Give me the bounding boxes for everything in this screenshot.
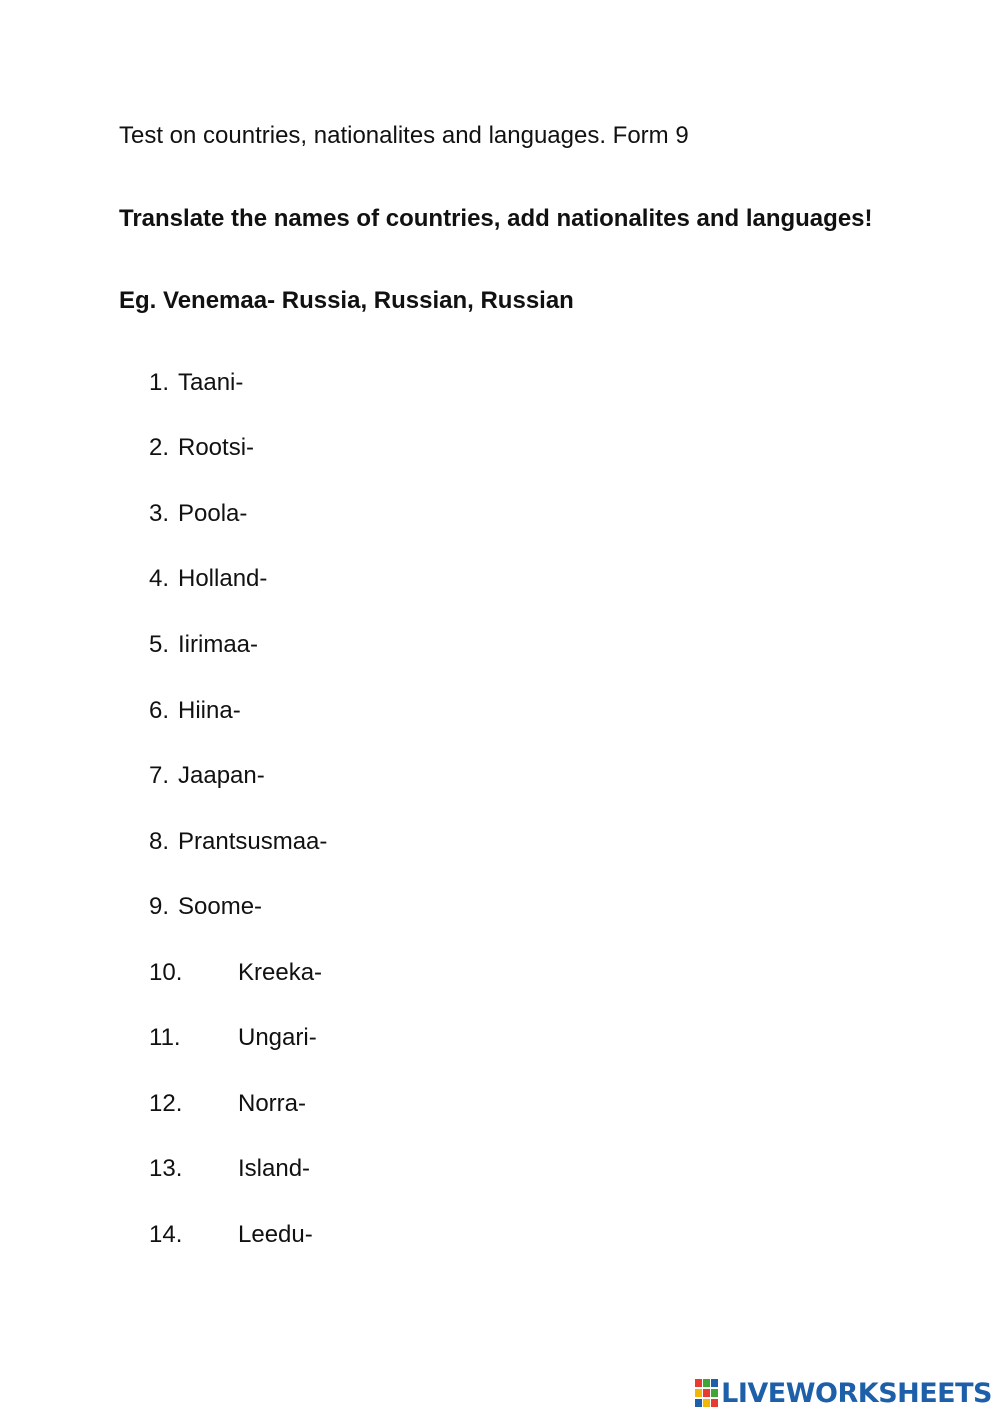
worksheet-title: Test on countries, nationalites and languages. Form 9 [119,122,689,149]
item-text: Soome- [178,893,263,920]
item-number: 9. [149,893,170,920]
item-text: Holland- [178,565,268,592]
item-number: 3. [149,500,170,527]
list-item [149,892,262,922]
list-item [149,958,322,988]
item-text: Kreeka- [238,959,323,986]
item-number: 4. [149,565,170,592]
item-text: Iirimaa- [178,631,259,658]
item-number: 6. [149,697,170,724]
item-number: 7. [149,762,170,789]
list-item [149,499,247,529]
list-item [149,827,327,857]
list-item [149,630,258,660]
list-item [149,1089,306,1119]
item-number: 2. [149,434,170,461]
item-number: 14. [149,1221,183,1248]
liveworksheets-logo-icon [695,1379,719,1407]
item-text: Leedu- [238,1221,313,1248]
list-item [149,564,267,594]
list-item [149,761,265,791]
item-text: Norra- [238,1090,307,1117]
item-text: Jaapan- [178,762,265,789]
item-number: 8. [149,828,170,855]
item-number: 5. [149,631,170,658]
list-item [149,368,243,398]
instruction-text: Translate the names of countries, add nationalites and languages! [119,205,873,232]
example-text: Eg. Venemaa- Russia, Russian, Russian [119,287,574,314]
item-number: 13. [149,1155,183,1182]
item-number: 11. [149,1024,181,1051]
item-text: Prantsusmaa- [178,828,328,855]
item-number: 1. [149,369,170,396]
list-item [149,1154,310,1184]
item-text: Ungari- [238,1024,317,1051]
item-text: Rootsi- [178,434,255,461]
list-item [149,1220,313,1250]
item-text: Taani- [178,369,244,396]
item-text: Poola- [178,500,248,527]
item-text: Hiina- [178,697,241,724]
brand-name: LIVEWORKSHEETS [721,1377,992,1409]
list-item [149,433,254,463]
item-number: 12. [149,1090,183,1117]
list-item [149,696,241,726]
item-text: Island- [238,1155,311,1182]
liveworksheets-brand [695,1377,992,1409]
item-number: 10. [149,959,183,986]
list-item [149,1023,317,1053]
